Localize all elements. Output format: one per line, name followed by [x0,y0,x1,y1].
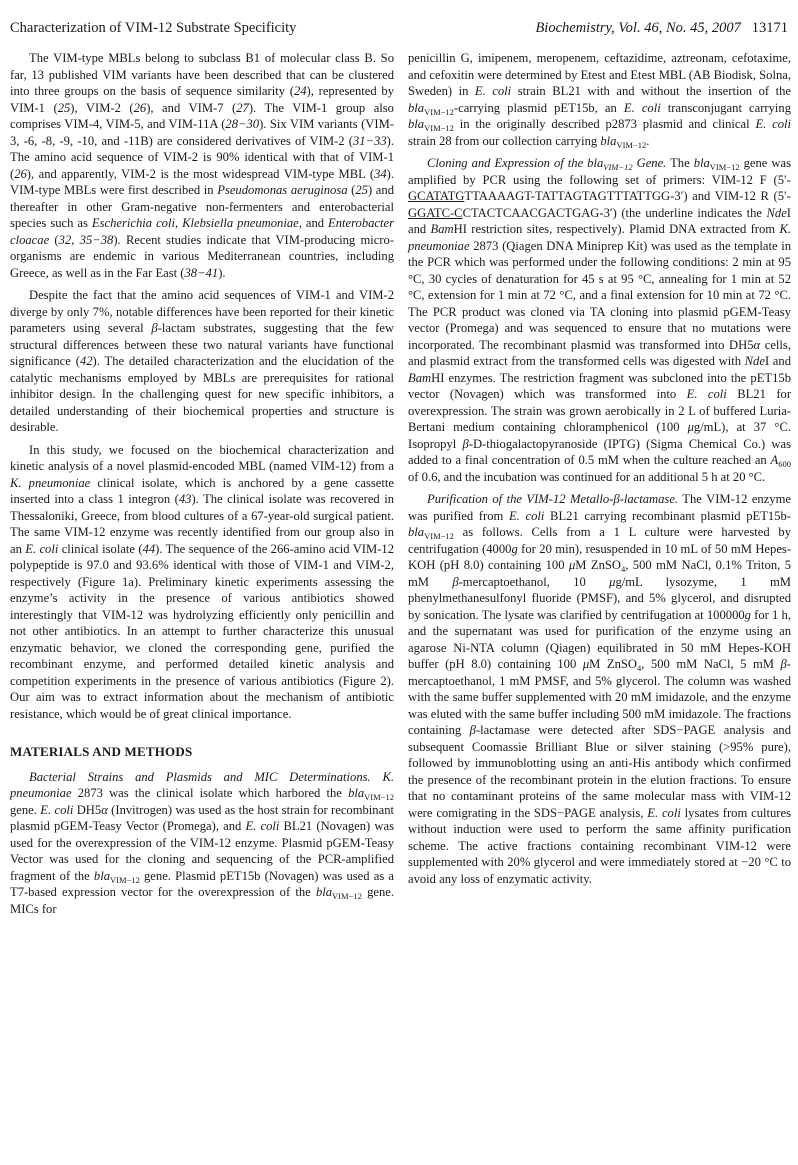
paragraph-cloning-expression: Cloning and Expression of the bla$_{VIM-12}$ Gene. The bla$_{VIM-12}$ gene was amplified by PCR using the following set of primers: VIM-12 F (5′-GCATATGTTAAAAGT-TATTAGTAGTTTATTGG-3′) and VIM-12 R (5′-GGATC-CCTACTCAACGACTGAG-3′) (the underline indicates the NdeI and BamHI restriction sites, respectively). Plamid DNA extracted from K. pneumoniae 2873 (Qiagen DNA Miniprep Kit) was used as the template in the PCR which was performed under the following conditions: 2 min at 95 °C, 30 cycles of denaturation for 45 s at 95 °C, annealing for 1 min at 52 °C, extension for 1 min at 72 °C, and a final extension for 10 min at 72 °C. The PCR product was cloned via TA cloning into plasmid pGEM-Teasy vector (Promega) and was sequenced to ensure that no mutations were incorporated. The recombinant plasmid was transformed into DH5α cells, and plasmid extract from the transformed cells was digested with NdeI and BamHI enzymes. The restriction fragment was subcloned into the pET15b vector (Novagen) which was transformed into E. coli BL21 for overexpression. The strain was grown aerobically in 2 L of buffered Luria-Bertani medium containing chloramphenicol (100 μg/mL), at 37 °C. Isopropyl β-D-thiogalactopyranoside (IPTG) (Sigma Chemical Co.) was added to a final concentration of 0.5 mM when the culture reached an $A_{600}$ of 0.6, and the incubation was continued for an additional 5 h at 20 °C. [408,156,792,484]
journal-citation [535,20,788,37]
run-in-heading: Cloning and Expression of the bla$_{VIM-12}$ Gene. [427,156,667,172]
section-heading-materials-methods: MATERIALS AND METHODS [10,744,193,759]
page-number: 13171 [751,20,788,36]
run-in-heading: Bacterial Strains and Plasmids and MIC Determinations. [29,769,371,784]
run-in-heading: Purification of the VIM-12 Metallo-β-lactamase. [427,492,679,506]
paragraph-kinetic-differences: Despite the fact that the amino acid sequences of VIM-1 and VIM-2 diverge by only 7%, notable differences have been reported for their kinetic parameters using several β-lactam substrates, suggesting that the few structural differences between these two natural variants have functional significance (42). The detailed characterization and the elucidation of the catalytic mechanisms employed by MBLs are prerequisites for rational inhibitor design. In the challenging quest for new specific inhibitors, a detailed understanding of their biochemical properties and structure is desirable. [10,288,395,434]
paragraph-vim-variants: The VIM-type MBLs belong to subclass B1 of molecular class B. So far, 13 published VIM variants have been described that can be clustered into three groups on the basis of sequence similarity (24), represented by VIM-1 (25), VIM-2 (26), and VIM-7 (27). The VIM-1 group also comprises VIM-4, VIM-5, and VIM-11A (28−30). Six VIM variants (VIM-3, -6, -8, -9, -10, and -11B) are considered derivatives of VIM-2 (31−33). The amino acid sequence of VIM-2 is 90% identical with that of VIM-1 (26), and apparently, VIM-2 is the most widespread VIM-type MBL (34). VIM-type MBLs were first described in Pseudomonas aeruginosa (25) and thereafter in other Gram-negative non-fermenters and enterobacterial species such as Escherichia coli, Klebsiella pneumoniae, and Enterobacter cloacae (32, 35−38). Recent studies indicate that VIM-producing micro-organisms are endemic in various Mediterranean countries, including Greece, as well as in the Far East (38−41). [10,51,395,280]
left-column [10,50,394,923]
page-header [10,20,788,42]
journal-name: Biochemistry, Vol. 46, No. 45, 2007 [535,20,741,36]
right-column [408,50,791,893]
paragraph-bacterial-strains: Bacterial Strains and Plasmids and MIC Determinations. K. pneumoniae 2873 was the clinical isolate which harbored the bla$_{VIM-12}$ gene. E. coli DH5α (Invitrogen) was used as the host strain for recombinant plasmid pGEM-Teasy Vector (Promega), and E. coli BL21 (Novagen) was used for the overexpression of the VIM-12 enzyme. Plasmid pGEM-Teasy Vector was used for the cloning and sequencing of the PCR-amplified fragment of the bla$_{VIM-12}$ gene. Plasmid pET15b (Novagen) was used as a T7-based expression vector for the overexpression of the bla$_{VIM-12}$ gene. MICs for [10,769,395,916]
paragraph-mic-continued: penicillin G, imipenem, meropenem, ceftazidime, aztreonam, cefotaxime, and cefoxitin were determined by Etest and Etest MBL (AB Biodisk, Solna, Sweden) in E. coli strain BL21 with and without the insertion of the bla$_{VIM-12}$-carrying plasmid pET15b, an E. coli transconjugant carrying bla$_{VIM-12}$ in the originally described p2873 plasmid and clinical E. coli strain 28 from our collection carrying bla$_{VIM-12}$. [408,51,791,150]
running-title: Characterization of VIM-12 Substrate Specificity [10,20,297,36]
paragraph-purification: Purification of the VIM-12 Metallo-β-lactamase. The VIM-12 enzyme was purified from E. coli BL21 carrying recombinant plasmid pET15b-bla$_{VIM-12}$ as follows. Cells from a 1 L culture were harvested by centrifugation (4000g for 20 min), resuspended in 10 mL of 50 mM Hepes-KOH (pH 8.0) containing 100 μM ZnSO$_4$, 500 mM NaCl, 0.1% Triton, 5 mM β-mercaptoethanol, 10 μg/mL lysozyme, 1 mM phenylmethanesulfonyl fluoride (PMSF), and 5% glycerol, and disrupted by sonication. The lysate was clarified by centrifugation at 100000g for 1 h, and the supernatant was used for purification of the enzyme using an agarose Ni-NTA column (Qiagen) equilibrated in 50 mM Hepes-KOH buffer (pH 8.0) containing 100 μM ZnSO$_4$, 500 mM NaCl, 5 mM β-mercaptoethanol, 1 mM PMSF, and 5% glycerol. The column was washed with the same buffer supplemented with 20 mM imidazole, and the enzyme was eluted with the same buffer including 500 mM imidazole. The fractions containing β-lactamase were detected after SDS−PAGE analysis and subsequent Coomassie Brilliant Blue or silver staining (>95% pure), followed by immunoblotting using an anti-His antibody which confirmed the presence of the recombinant protein in the elution fractions. To ensure that no contaminant proteins of the same molecular mass with VIM-12 were comigrating in the SDS−PAGE analysis, E. coli lysates from cultures without induction were used to perform the same affinity purification scheme. The active fractions containing recombinant VIM-12 were supplemented with 20% glycerol and were immediately stored at −20 °C to avoid any loss of enzymatic activity. [408,492,792,886]
paragraph-this-study: In this study, we focused on the biochemical characterization and kinetic analysis of a novel plasmid-encoded MBL (named VIM-12) from a K. pneumoniae clinical isolate, which is anchored by a gene cassette inserted into a class 1 integron (43). The clinical isolate was recovered in Thessaloniki, Greece, from blood cultures of a 67-year-old surgical patient. The same VIM-12 enzyme was recently identified from our group also in an E. coli clinical isolate (44). The sequence of the 266-amino acid VIM-12 polypeptide is 97.0 and 93.6% identical with those of VIM-1 and VIM-2, respectively (Figure 1a). Preliminary kinetic experiments assessing the enzyme’s activity in the presence of various antibiotics showed interestingly that VIM-12 was hydrolyzing efficiently only penicillin and not other antibiotics. In an attempt to further characterize this unusual enzymatic behavior, we cloned the corresponding gene, purified the recombinant enzyme, and performed detailed kinetic analysis and competition experiments in the presence of various antibiotics (Figure 2). Our aim was to extract information about the mechanism of antibiotic resistance, which would be of great clinical importance. [10,442,394,721]
